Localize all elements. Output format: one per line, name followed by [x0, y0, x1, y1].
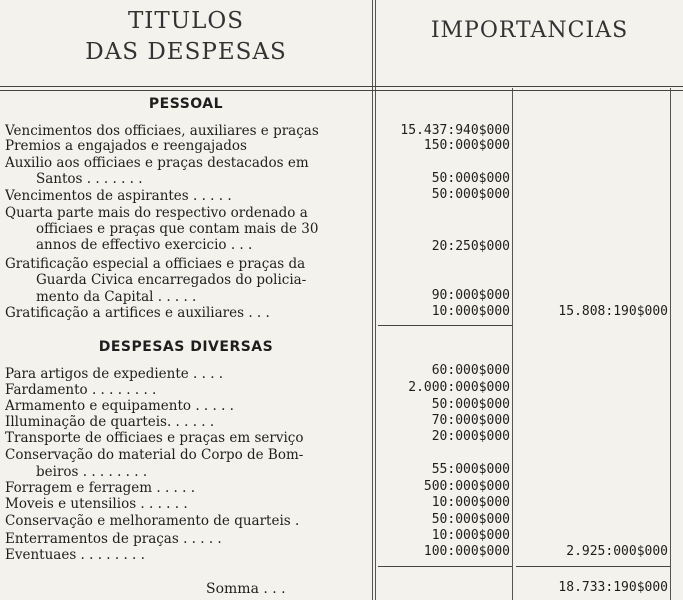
titles-header-line2: DAS DESPESAS: [85, 39, 287, 65]
line-item-label: Vencimentos dos officiaes, auxiliares e praças: [5, 124, 319, 139]
header-rule: [0, 90, 683, 91]
line-item-label: Santos . . . . . . .: [36, 172, 143, 187]
line-item-amount: 50:000$000: [431, 171, 510, 186]
line-item-label: officiaes e praças que contam mais de 30: [36, 222, 319, 237]
line-item-label: Transporte de officiaes e praças em serviço: [5, 431, 304, 446]
line-item-label: Premios a engajados e reengajados: [5, 139, 247, 154]
line-item-amount: 10:000$000: [431, 495, 510, 510]
line-item-label: Conservação do material do Corpo de Bom-: [5, 448, 304, 463]
line-item-amount: 90:000$000: [431, 288, 510, 303]
line-item-amount: 55:000$000: [431, 462, 510, 477]
line-item-label: Eventuaes . . . . . . . .: [5, 548, 145, 563]
line-item-label: Fardamento . . . . . . . .: [5, 383, 157, 398]
line-item-label: Moveis e utensilios . . . . . .: [5, 497, 188, 512]
line-item-amount: 20:250$000: [431, 239, 510, 254]
line-item-label: Enterramentos de praças . . . . .: [5, 532, 222, 547]
line-item-label: Guarda Civica encarregados do policia-: [36, 273, 307, 288]
line-item-amount: 2.000:000$000: [408, 380, 510, 395]
section-heading-diversas: DESPESAS DIVERSAS: [98, 339, 274, 355]
line-item-label: mento da Capital . . . . .: [36, 290, 197, 305]
line-item-label: Vencimentos de aspirantes . . . . .: [5, 189, 232, 204]
section-total-pessoal: 15.808:190$000: [558, 304, 668, 319]
titles-header: [0, 6, 372, 68]
line-item-label: beiros . . . . . . . .: [36, 465, 148, 480]
grand-total-label: Somma . . .: [206, 581, 286, 597]
line-item-amount: 10:000$000: [431, 528, 510, 543]
line-item-amount: 50:000$000: [431, 397, 510, 412]
line-item-label: Conservação e melhoramento de quarteis .: [5, 514, 300, 529]
section-total-diversas: 2.925:000$000: [566, 544, 668, 559]
line-item-label: Armamento e equipamento . . . . .: [5, 399, 234, 414]
subtotal-rule: [516, 566, 670, 567]
line-item-amount: 50:000$000: [431, 187, 510, 202]
amounts-header: IMPORTANCIAS: [430, 18, 629, 43]
line-item-amount: 70:000$000: [431, 413, 510, 428]
line-item-amount: 20:000$000: [431, 429, 510, 444]
line-item-label: Quarta parte mais do respectivo ordenado a: [5, 206, 308, 221]
line-item-amount: 500:000$000: [423, 479, 510, 494]
line-item-label: Forragem e ferragem . . . . .: [5, 481, 196, 496]
line-item-amount: 15.437:940$000: [400, 123, 510, 138]
line-item-amount: 150:000$000: [423, 138, 510, 153]
line-item-label: Gratificação especial a officiaes e praças da: [5, 257, 306, 272]
line-item-label: Gratificação a artifices e auxiliares . . .: [5, 306, 270, 321]
titles-header-line1: TITULOS: [127, 8, 245, 34]
section-heading-pessoal: PESSOAL: [148, 96, 224, 112]
line-item-amount: 60:000$000: [431, 363, 510, 378]
line-item-label: Auxilio aos officiaes e praças destacados em: [5, 156, 309, 171]
subtotal-rule: [378, 325, 512, 326]
line-item-label: Illuminação de quarteis. . . . . .: [5, 415, 215, 430]
line-item-amount: 10:000$000: [431, 304, 510, 319]
line-item-label: Para artigos de expediente . . . .: [5, 367, 224, 382]
column-divider: [670, 88, 671, 600]
line-item-label: annos de effectivo exercicio . . .: [36, 238, 253, 253]
line-item-amount: 50:000$000: [431, 512, 510, 527]
subtotal-rule: [378, 566, 512, 567]
line-item-amount: 100:000$000: [423, 544, 510, 559]
grand-total-amount: 18.733:190$000: [558, 580, 668, 595]
header-rule: [0, 86, 683, 87]
column-divider: [512, 88, 513, 600]
